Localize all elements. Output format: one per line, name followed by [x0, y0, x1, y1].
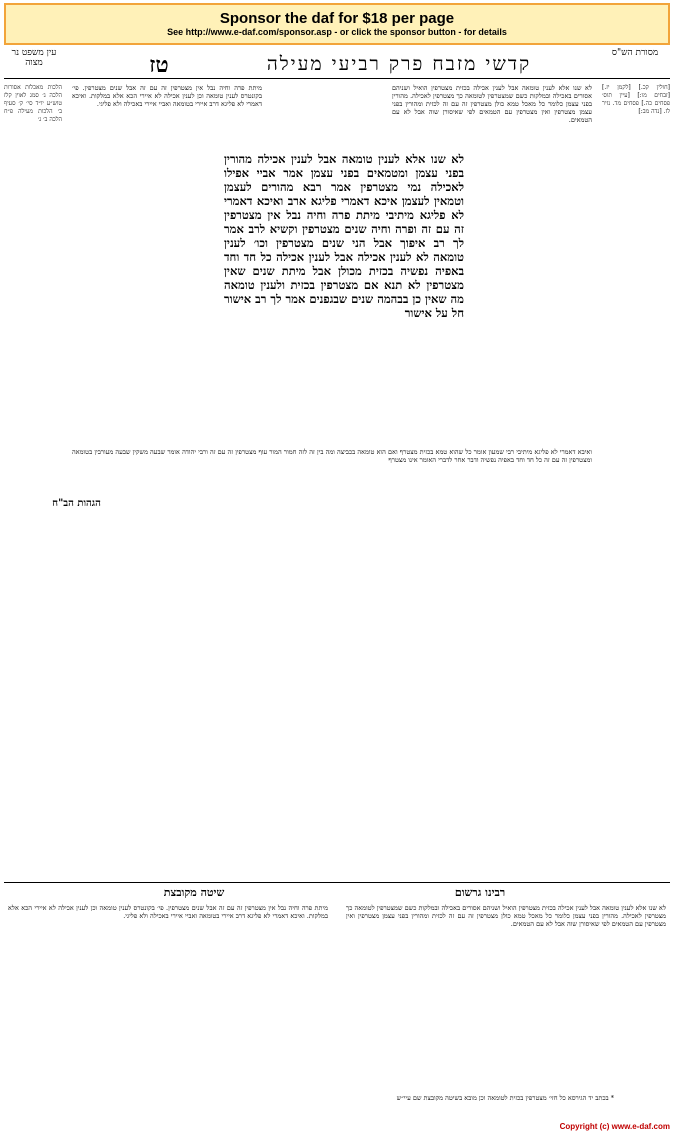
hagahot-habach-heading: הגהות הב"ח	[52, 498, 101, 509]
sponsor-subline[interactable]: See http://www.e-daf.com/sponsor.asp - or click the sponsor button - for details	[167, 27, 507, 37]
gemara-lower-text: ואיבא דאמרי לא פליגא מיתיבי רבי שמעון אומר כל שהוא טמא בכזית מצטרף ואם הוא טומאה בכביצה ומה בין זה לזה חמור המור עוף מצטרפין זה עם זה ורבי יהודה אומר שבעה משקין שבעה מעורבין בטומאה ומצטרפין זה עם זה כל חד וחד באפיה נפשיה ודבר אחר לדברי האומר אינו מצטרף	[72, 448, 592, 464]
rabbeinu-gershom-heading: רבינו גרשום	[454, 886, 506, 899]
copyright-footer: Copyright (c) www.e-daf.com	[559, 1122, 670, 1131]
rabbeinu-gershom-text: לא שנו אלא לענין טומאה אבל לענין אכילה בכזית מצטרפין הואיל ושניהם אסורים באכילה ובמלקות כשם שמצטרפין לטומאה כך מצטרפין לאכילה. מהורין בפני עצמן כלומר כל מאכל טמא כולן מצטרפין זה עם זה לכזית ומהורין בפני עצמן מצטרפין ואין מצטרפין עם הטמאים לפי שאיסורן שוה אבל לא עם הטמאים.	[346, 904, 666, 928]
shita-mekubetzet-heading: שיטה מקובצת	[163, 886, 225, 899]
masoret-hashas-label: מסורת הש"ס	[611, 48, 659, 58]
talmud-page	[4, 48, 670, 1120]
page-footnote: * בכתב יד הגירסא כל חזי׳ מצטרפין בכזית לטומאה וכן מובא בשיטה מקובצת שם עיי״ש	[396, 1094, 614, 1102]
header-rule	[4, 78, 670, 79]
left-margin-notes: הלכות מאכלות אסורות הלכה ג׳ סמג לאוין קלז טוש״ע יו״ד סי׳ ק׳ סעיף ב׳ הלכות מעילה פ״ח הלכה ב׳ ג׳	[4, 84, 62, 123]
shita-mekubetzet-text: מיתת פרה וחיה נבל אין מצטרפין זה עם זה אבל שנים מצטרפין. פי׳ בקונטרס לענין טומאה וכן לענין אכילה לא איירי הכא אלא במלקות. ואיכא דאמרי לא פליגא דרב איירי בטומאה ואביי איירי באכילה ולא פליגי.	[8, 904, 328, 920]
page-title: קדשי מזבח פרק רביעי מעילה	[266, 53, 532, 75]
daf-number: טז	[149, 52, 169, 78]
section-divider	[4, 882, 670, 883]
sponsor-banner[interactable]	[4, 3, 670, 45]
gemara-main-text: לא שנו אלא לענין טומאה אבל לענין אכילה מהורין בפני עצמן ומטמאים בפני עצמן אמר אביי אפילו לאכילה נמי מצטרפין אמר רבא מהורים לעצמן וטמאין לעצמן איכא דאמרי פליגא ארב ואיכא דאמרי לא פליגא מיתיבי מיתת פרה וחיה נבל אין מצטרפין זה עם זה ופרה וחיה שנים מצטרפין וקשיא לרב אמר לך רב איפוך אבל הני שנים מצטרפין וכו׳ לענין טומאה לא לענין אכילה אבל לענין אכילה כל חד וחד באפיה נפשיה בכזית מכולן אבל מיתת שנים שאין מצטרפין לא תנא אם מצטרפין בכזית ולענין טומאה מה שאין כן בבהמה שנים שבגפנים אמר לך רב אישור חל על אישור	[224, 152, 464, 320]
tosafot-column-top: מיתת פרה וחיה נבל אין מצטרפין זה עם זה אבל שנים מצטרפין. פי׳ בקונטרס לענין טומאה וכן לענין אכילה לא איירי הכא אלא במלקות. ואיכא דאמרי לא פליגא דרב איירי בטומאה ואביי איירי באכילה ולא פליגי.	[72, 84, 262, 108]
right-margin-notes: [חולין קכ.] [לקמן יז.] [זבחים מו:] [עיין תוס׳ פסחים כה.] פסחים מד. נזיר לז. [נדה מב:]	[602, 84, 670, 115]
sponsor-headline: Sponsor the daf for $18 per page	[219, 10, 455, 27]
rashi-column-top: לא שנו אלא לענין טומאה אבל לענין אכילה בכזית מצטרפין הואיל ושניהם אסורים באכילה ובמלקות כשם שמצטרפין לטומאה כך מצטרפין לאכילה. מהורין בפני עצמן כלומר כל מאכל טמא כולן מצטרפין זה עם זה לכזית ומהורין בפני עצמן מצטרפין ואין מצטרפין עם הטמאים לפי שאיסורן שוה אבל לא עם הטמאים.	[392, 84, 592, 124]
ein-mishpat-label: עין משפט נר מצוה	[11, 48, 57, 68]
